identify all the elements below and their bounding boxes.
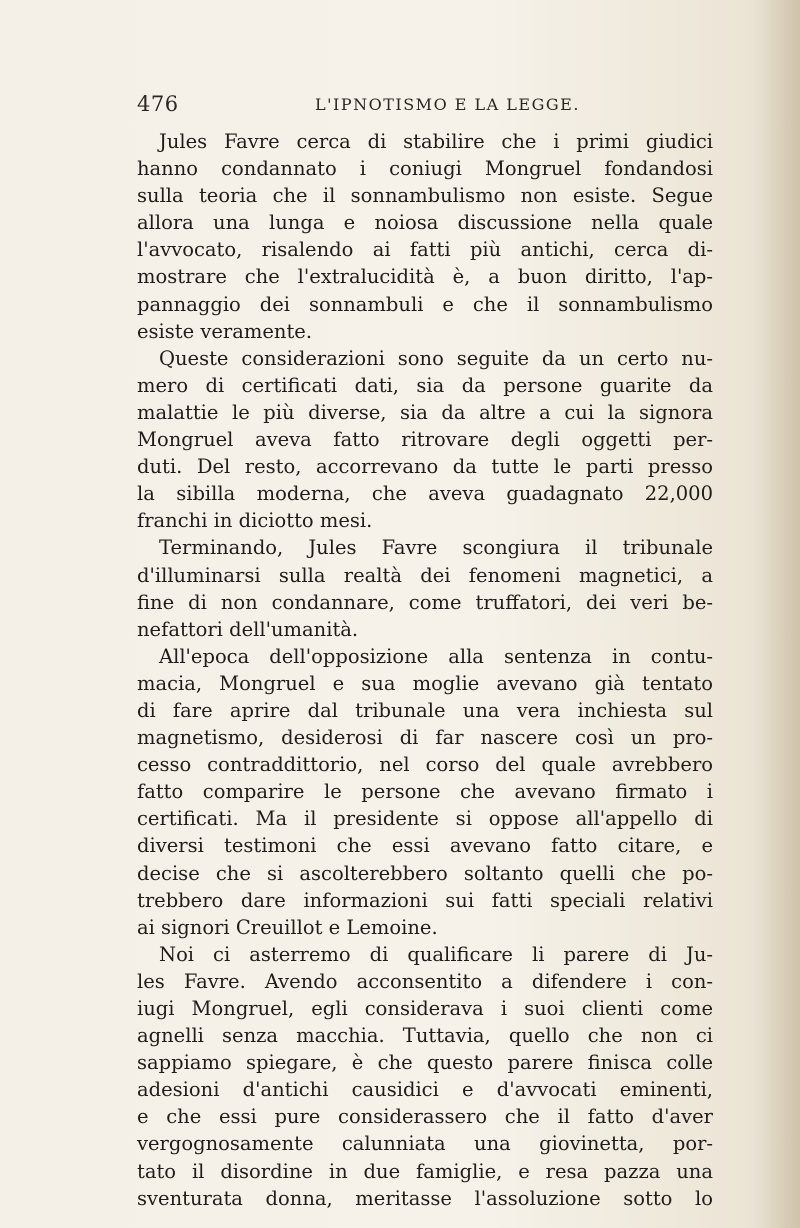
text-line: l'avvocato, risalendo ai fatti più antichi, cerca di- <box>137 238 713 262</box>
text-line: fatto comparire le persone che avevano firmato i <box>137 780 713 804</box>
running-title: L'IPNOTISMO E LA LEGGE. <box>315 95 580 114</box>
text-line: diversi testimoni che essi avevano fatto citare, e <box>137 834 713 858</box>
text-line: magnetismo, desiderosi di far nascere così un pro- <box>137 726 713 750</box>
text-line: tato il disordine in due famiglie, e resa pazza una <box>137 1159 713 1183</box>
text-line: trebbero dare informazioni sui fatti speciali relativi <box>137 888 713 912</box>
text-line: di fare aprire dal tribunale una vera inchiesta sul <box>137 698 713 722</box>
text-line: esiste veramente. <box>137 319 313 343</box>
text-line: mero di certificati dati, sia da persone guarite da <box>137 373 713 397</box>
text-line: duti. Del resto, accorrevano da tutte le parti presso <box>137 455 713 479</box>
text-line: decise che si ascolterebbero soltanto quelli che po- <box>137 861 713 885</box>
text-line: macia, Mongruel e sua moglie avevano già tentato <box>137 671 713 695</box>
text-line: vergognosamente calunniata una giovinetta, por- <box>137 1132 713 1156</box>
text-line: fine di non condannare, come truffatori, dei veri be- <box>137 590 713 614</box>
text-line: nefattori dell'umanità. <box>137 617 359 641</box>
text-line: mostrare che l'extralucidità è, a buon diritto, l'ap- <box>137 265 713 289</box>
page-header <box>137 92 713 122</box>
text-line: pannaggio dei sonnambuli e che il sonnambulismo <box>137 292 713 316</box>
text-line: allora una lunga e noiosa discussione nella quale <box>137 211 713 235</box>
text-line: hanno condannato i coniugi Mongruel fondandosi <box>137 157 713 181</box>
text-line: Queste considerazioni sono seguite da un certo nu- <box>159 346 713 370</box>
body-text <box>137 128 713 1212</box>
text-line: sulla teoria che il sonnambulismo non esiste. Segue <box>137 184 713 208</box>
text-line: adesioni d'antichi causidici e d'avvocati eminenti, <box>137 1078 713 1102</box>
page-edge-shadow <box>760 0 800 1228</box>
text-line: malattie le più diverse, sia da altre a cui la signora <box>137 400 713 424</box>
text-line: Jules Favre cerca di stabilire che i primi giudici <box>159 130 713 153</box>
text-line: sappiamo spiegare, è che questo parere finisca colle <box>137 1051 713 1075</box>
text-line: Mongruel aveva fatto ritrovare degli oggetti per- <box>137 428 713 452</box>
text-line: la sibilla moderna, che aveva guadagnato 22,000 <box>137 482 713 506</box>
text-line: Terminando, Jules Favre scongiura il tribunale <box>159 536 713 560</box>
text-line: agnelli senza macchia. Tuttavia, quello che non ci <box>137 1024 713 1048</box>
page-number: 476 <box>137 92 179 116</box>
text-line: d'illuminarsi sulla realtà dei fenomeni magnetici, a <box>137 563 713 587</box>
text-line: All'epoca dell'opposizione alla sentenza in contu- <box>159 644 713 668</box>
text-line: sventurata donna, meritasse l'assoluzione sotto lo <box>137 1186 713 1210</box>
text-line: certificati. Ma il presidente si oppose all'appello di <box>137 807 713 831</box>
text-line: Noi ci asterremo di qualificare li parere di Ju- <box>159 942 713 966</box>
text-line: iugi Mongruel, egli considerava i suoi clienti come <box>137 997 713 1020</box>
text-line: ai signori Creuillot e Lemoine. <box>137 915 438 939</box>
text-line: franchi in diciotto mesi. <box>137 509 373 533</box>
text-line: cesso contraddittorio, nel corso del quale avrebbero <box>137 753 713 777</box>
text-line: e che essi pure considerassero che il fatto d'aver <box>137 1105 713 1129</box>
text-line: les Favre. Avendo acconsentito a difendere i con- <box>137 969 713 993</box>
